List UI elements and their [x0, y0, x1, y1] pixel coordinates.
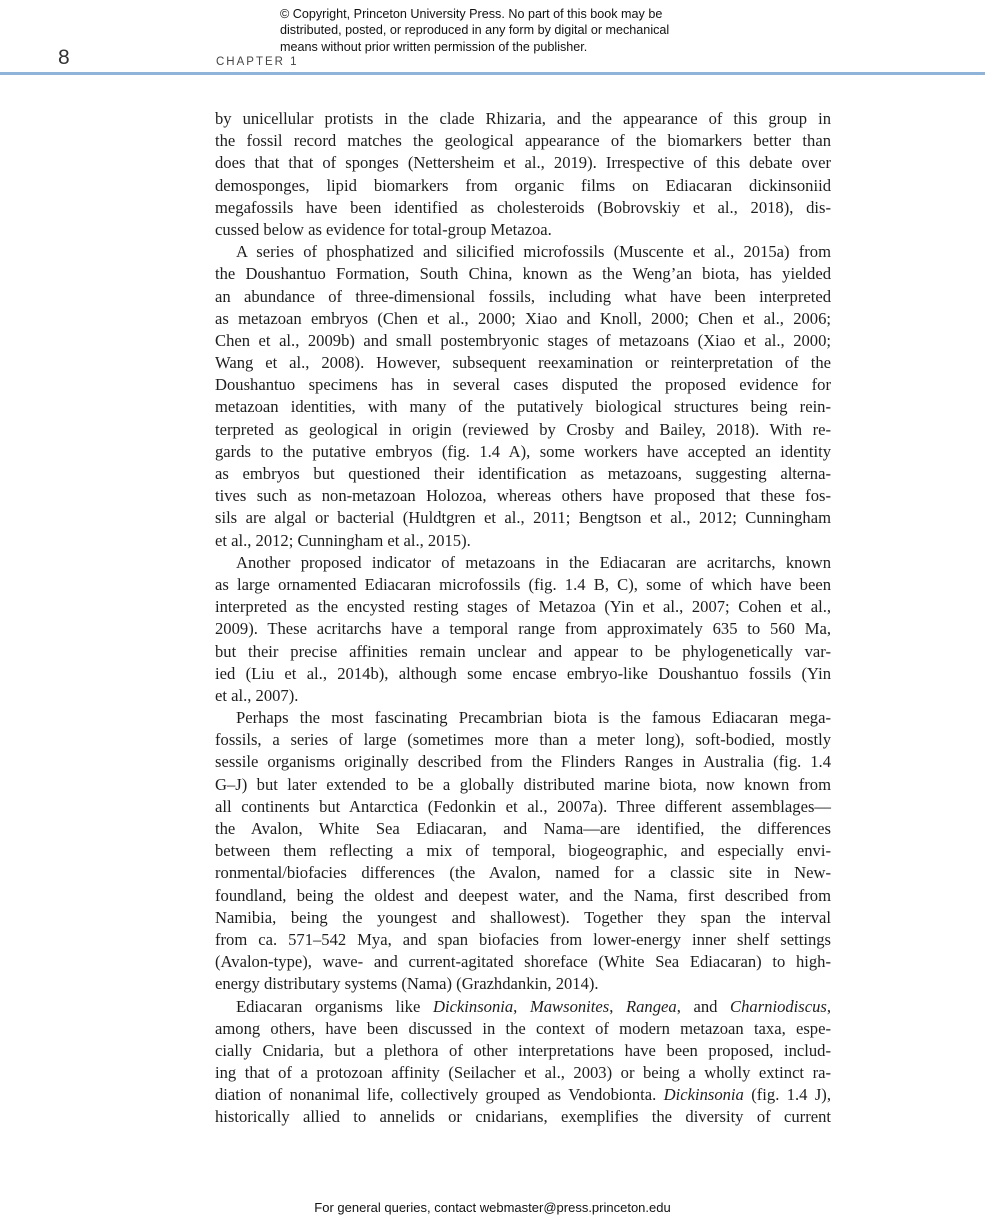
text-line: gards to the putative embryos (fig. 1.4 A), some workers have accepted an identity [215, 441, 831, 461]
footer-contact: For general queries, contact webmaster@press.princeton.edu [314, 1200, 671, 1215]
paragraph [215, 996, 831, 1129]
text-line: between them reflecting a mix of temporal, biogeographic, and especially envi- [215, 841, 831, 861]
text-line: Namibia, being the youngest and shallowest). Together they span the interval [215, 907, 831, 927]
text-line: G–J) but later extended to be a globally distributed marine biota, now known from [215, 774, 831, 794]
text-line: among others, have been discussed in the context of modern metazoan taxa, espe- [215, 1018, 831, 1038]
text-line: et al., 2007). [215, 685, 299, 705]
text-line: A series of phosphatized and silicified microfossils (Muscente et al., 2015a) from [236, 242, 831, 262]
text-line: by unicellular protists in the clade Rhizaria, and the appearance of this group in [215, 109, 831, 128]
text-line: metazoan identities, with many of the putatively biological structures being rein- [215, 397, 831, 417]
text-line: the Avalon, White Sea Ediacaran, and Nama—are identified, the differences [215, 819, 831, 838]
text-line: as embryos but questioned their identification as metazoans, suggesting alterna- [215, 464, 831, 483]
page-number: 8 [58, 46, 70, 69]
text-line: the Doushantuo Formation, South China, known as the Weng’an biota, has yielded [215, 264, 831, 284]
text-line: diation of nonanimal life, collectively grouped as Vendobionta. Dickinsonia (fig. 1.4 J), [215, 1085, 831, 1105]
copyright-notice [280, 6, 740, 55]
copyright-line: distributed, posted, or reproduced in any form by digital or mechanical [280, 23, 670, 38]
text-line: Ediacaran organisms like Dickinsonia, Mawsonites, Rangea, and Charniodiscus, [236, 996, 832, 1016]
text-line: as large ornamented Ediacaran microfossils (fig. 1.4 B, C), some of which have been [215, 574, 831, 594]
text-line: cially Cnidaria, but a plethora of other interpretations have been proposed, includ- [215, 1040, 831, 1060]
text-line: terpreted as geological in origin (reviewed by Crosby and Bailey, 2018). With re- [215, 419, 831, 439]
body-text [215, 108, 831, 1129]
text-line: megafossils have been identified as cholesteroids (Bobrovskiy et al., 2018), dis- [215, 197, 831, 217]
copyright-line: means without prior written permission of the publisher. [280, 39, 588, 54]
text-line: fossils, a series of large (sometimes more than a meter long), soft-bodied, mostly [215, 730, 831, 750]
text-line: historically allied to annelids or cnidarians, exemplifies the diversity of current [215, 1107, 831, 1127]
text-line: Another proposed indicator of metazoans in the Ediacaran are acritarchs, known [236, 552, 831, 572]
paragraph [215, 108, 831, 241]
paragraph [215, 707, 831, 995]
copyright-line: © Copyright, Princeton University Press. No part of this book may be [280, 7, 663, 21]
text-line: Perhaps the most fascinating Precambrian biota is the famous Ediacaran mega- [236, 708, 831, 728]
text-line: cussed below as evidence for total-group Metazoa. [215, 219, 552, 239]
text-line: but their precise affinities remain unclear and appear to be phylogenetically var- [215, 641, 831, 661]
text-line: the fossil record matches the geological appearance of the biomarkers better than [215, 131, 831, 151]
text-line: all continents but Antarctica (Fedonkin et al., 2007a). Three different assemblages— [215, 796, 831, 816]
text-line: ing that of a protozoan affinity (Seilacher et al., 2003) or being a wholly extinct ra- [215, 1063, 831, 1083]
text-line: energy distributary systems (Nama) (Grazhdankin, 2014). [215, 974, 599, 994]
text-line: an abundance of three-dimensional fossils, including what have been interpreted [215, 286, 831, 306]
text-line: demosponges, lipid biomarkers from organic films on Ediacaran dickinsoniid [215, 175, 831, 195]
text-line: does that that of sponges (Nettersheim et al., 2019). Irrespective of this debate over [215, 153, 831, 173]
header-rule [0, 72, 985, 75]
text-line: tives such as non-metazoan Holozoa, whereas others have proposed that these fos- [215, 486, 831, 506]
text-line: ied (Liu et al., 2014b), although some encase embryo-like Doushantuo fossils (Yin [215, 663, 831, 683]
text-line: from ca. 571–542 Mya, and span biofacies from lower-energy inner shelf settings [215, 929, 831, 949]
text-line: (Avalon-type), wave- and current-agitated shoreface (White Sea Ediacaran) to high- [215, 952, 831, 972]
text-line: Doushantuo specimens has in several cases disputed the proposed evidence for [215, 375, 831, 395]
text-line: interpreted as the encysted resting stages of Metazoa (Yin et al., 2007; Cohen et al., [215, 597, 831, 617]
text-line: et al., 2012; Cunningham et al., 2015). [215, 530, 471, 550]
text-line: foundland, being the oldest and deepest water, and the Nama, first described from [215, 885, 831, 905]
text-line: 2009). These acritarchs have a temporal range from approximately 635 to 560 Ma, [215, 619, 831, 639]
text-line: sils are algal or bacterial (Huldtgren et al., 2011; Bengtson et al., 2012; Cunningham [215, 508, 831, 528]
paragraph [215, 241, 831, 552]
running-head: CHAPTER 1 [216, 56, 299, 68]
text-line: as metazoan embryos (Chen et al., 2000; Xiao and Knoll, 2000; Chen et al., 2006; [215, 308, 831, 328]
text-line: Wang et al., 2008). However, subsequent reexamination or reinterpretation of the [215, 353, 831, 373]
paragraph [215, 552, 831, 707]
text-line: ronmental/biofacies differences (the Avalon, named for a classic site in New- [215, 863, 831, 883]
text-line: Chen et al., 2009b) and small postembryonic stages of metazoans (Xiao et al., 2000; [215, 330, 831, 350]
text-line: sessile organisms originally described from the Flinders Ranges in Australia (fig. 1.4 [215, 752, 831, 772]
